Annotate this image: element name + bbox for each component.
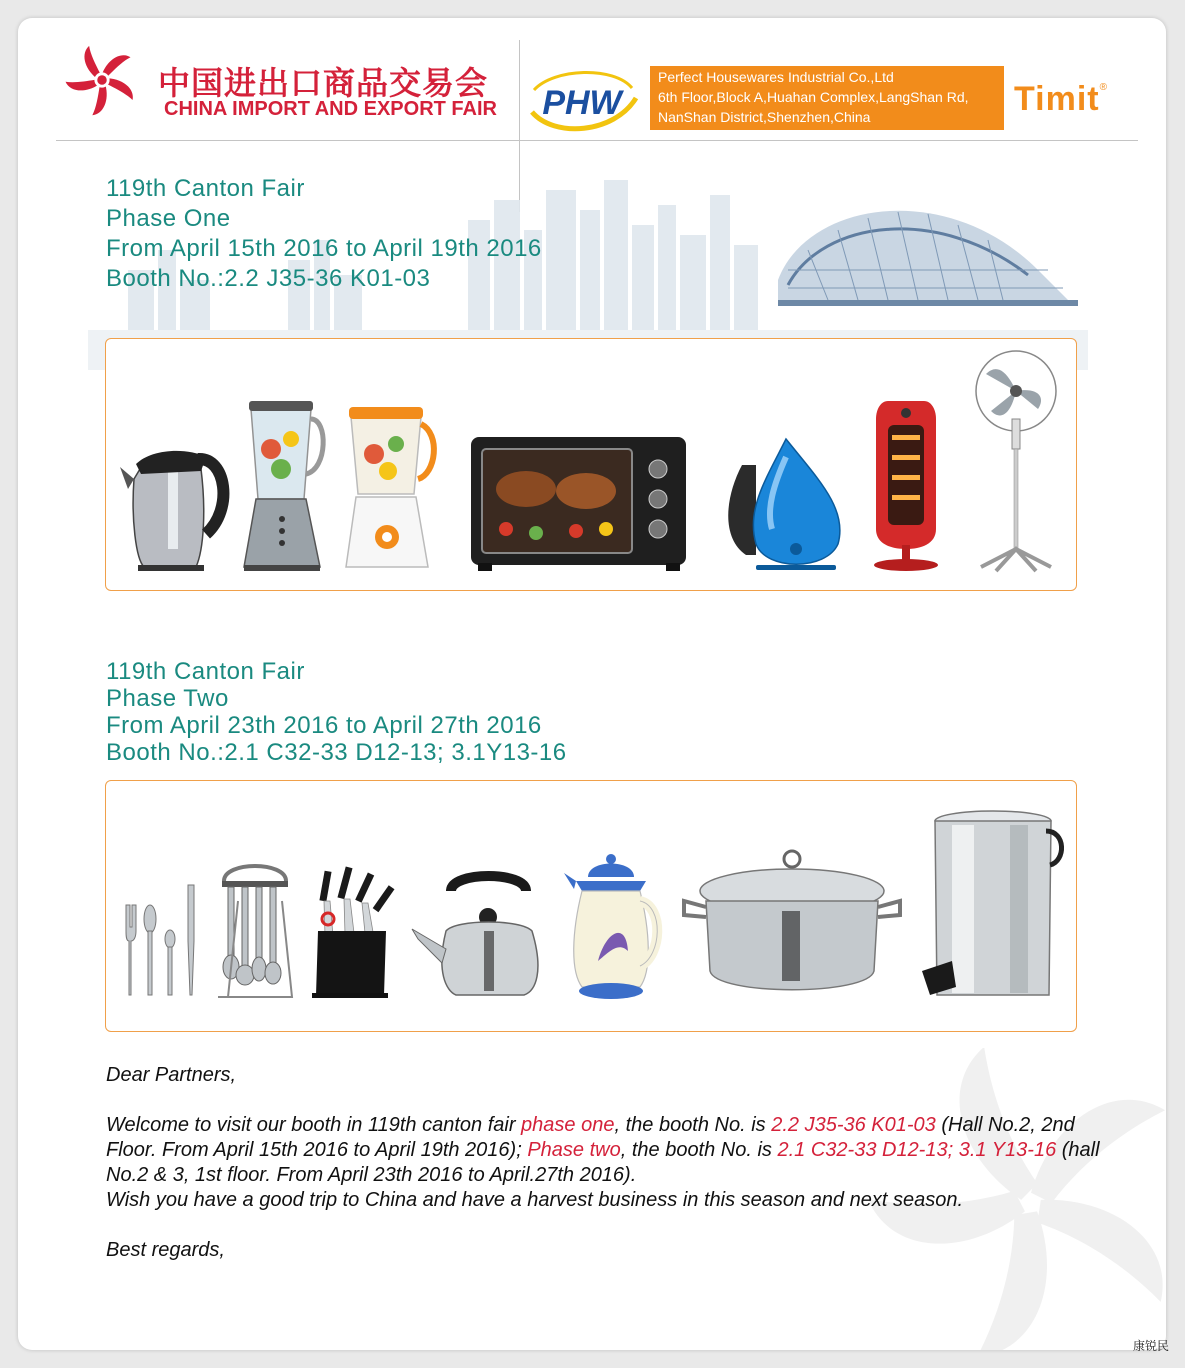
highlight-booth-one: 2.2 J35-36 K01-03 bbox=[771, 1114, 936, 1136]
company-address-line-2: NanShan District,Shenzhen,China bbox=[658, 109, 871, 125]
header-horizontal-divider bbox=[56, 140, 1138, 141]
phw-logo-text: PHW bbox=[542, 84, 622, 122]
phase-one-fair-title: 119th Canton Fair bbox=[106, 175, 305, 202]
cutlery-icon bbox=[126, 885, 194, 995]
phase-two-products bbox=[105, 780, 1077, 1032]
phase-one-label: Phase One bbox=[106, 205, 231, 232]
phase-two-fair-title: 119th Canton Fair bbox=[106, 658, 305, 685]
phase-two-booth: Booth No.:2.1 C32-33 D12-13; 3.1Y13-16 bbox=[106, 739, 567, 766]
brand-name: Timit bbox=[1014, 80, 1100, 118]
phw-logo bbox=[524, 68, 640, 134]
phase-one-info bbox=[106, 174, 542, 294]
heater-icon bbox=[874, 401, 938, 571]
letter-greeting: Dear Partners, bbox=[106, 1064, 237, 1086]
whistling-kettle-icon bbox=[412, 876, 538, 995]
letter-body: Welcome to visit our booth in 119th canton fair phase one, the booth No. is 2.2 J35-36 K01-03 (Hall No.2, 2nd Floor. From April 15th 2016 to April 19th 2016); Phase two, the booth No. is 2.1 C32-33 D12-13; 3.1 Y13-16 (hall No.2 & 3, 1st floor. From April 23th 2016 to April.27th 2016). bbox=[106, 1114, 1100, 1186]
company-name: Perfect Housewares Industrial Co.,Ltd bbox=[658, 69, 894, 85]
blender-icon bbox=[244, 401, 323, 571]
canton-fair-flower-icon bbox=[64, 42, 140, 118]
phase-one-dates: From April 15th 2016 to April 19th 2016 bbox=[106, 235, 542, 262]
highlight-phase-one: phase one bbox=[521, 1114, 615, 1136]
letter-wish: Wish you have a good trip to China and have a harvest business in this season and next season. bbox=[106, 1189, 964, 1211]
fair-name-english: CHINA IMPORT AND EXPORT FAIR bbox=[164, 98, 497, 120]
phase-one-products bbox=[105, 338, 1077, 591]
stockpot-icon bbox=[684, 851, 900, 990]
kettle-icon bbox=[120, 451, 223, 571]
invitation-card bbox=[18, 18, 1166, 1350]
utensil-set-icon bbox=[218, 866, 292, 997]
phase-two-info bbox=[106, 658, 567, 766]
highlight-phase-two: Phase two bbox=[527, 1139, 621, 1161]
oven-icon bbox=[471, 437, 686, 571]
highlight-booth-two: 2.1 C32-33 D12-13; 3.1 Y13-16 bbox=[777, 1139, 1057, 1161]
registered-mark: ® bbox=[1099, 82, 1108, 93]
partner-letter bbox=[106, 1063, 1116, 1263]
exhibition-hall-icon bbox=[778, 211, 1078, 306]
vacuum-jug-icon bbox=[564, 854, 657, 999]
timit-brand-logo bbox=[1014, 80, 1108, 119]
company-address-box bbox=[650, 66, 1004, 130]
knife-block-icon bbox=[312, 866, 394, 998]
phase-two-label: Phase Two bbox=[106, 685, 229, 712]
pedal-bin-icon bbox=[922, 811, 1062, 995]
letter-closing: Best regards, bbox=[106, 1239, 225, 1261]
fan-icon bbox=[976, 351, 1056, 571]
fair-name-chinese: 中国进出口商品交易会 bbox=[158, 64, 489, 102]
author-watermark: 康锐民 bbox=[1132, 1339, 1169, 1353]
phase-two-dates: From April 23th 2016 to April 27th 2016 bbox=[106, 712, 542, 739]
company-address-line-1: 6th Floor,Block A,Huahan Complex,LangShan Rd, bbox=[658, 89, 969, 105]
humidifier-icon bbox=[728, 439, 840, 570]
juicer-icon bbox=[346, 407, 434, 567]
phase-one-booth: Booth No.:2.2 J35-36 K01-03 bbox=[106, 265, 431, 292]
